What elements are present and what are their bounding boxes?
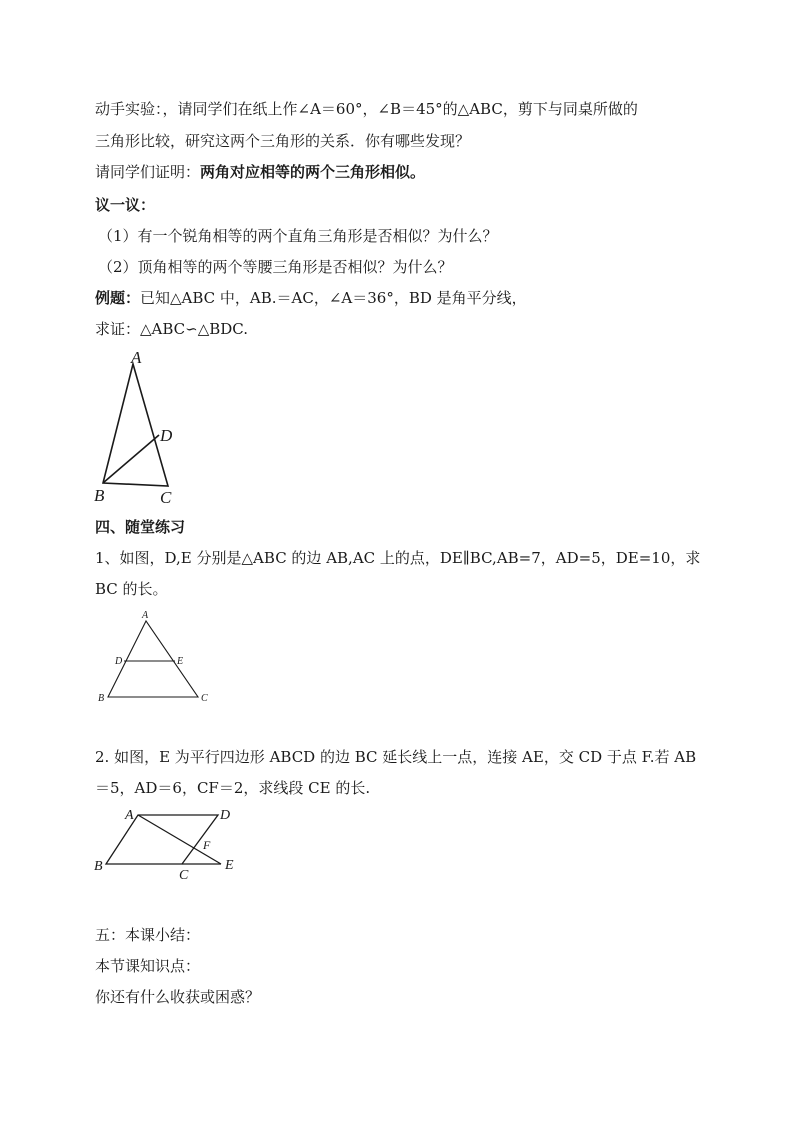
example-text: 已知△ABC 中，AB.＝AC，∠A＝36°，BD 是角平分线，: [140, 289, 527, 307]
label-b: B: [94, 486, 105, 505]
practice-2-line-2: ＝5，AD＝6，CF＝2，求线段 CE 的长.: [95, 779, 371, 797]
figure-parallelogram: [90, 802, 250, 882]
triangle-abc: [103, 364, 168, 486]
label-d: D: [160, 426, 173, 445]
summary-points: 本节课知识点：: [95, 957, 201, 975]
discuss-question-2: （2）顶角相等的两个等腰三角形是否相似？为什么？: [98, 258, 453, 276]
summary-question: 你还有什么收获或困惑？: [95, 988, 261, 1006]
figure-triangle-parallel: [95, 606, 215, 708]
parallelogram-abcd: [106, 815, 218, 864]
label-b-3: B: [94, 859, 103, 874]
discuss-heading: 议一议：: [95, 196, 156, 214]
prove-prefix: 请同学们证明：: [95, 163, 201, 181]
label-b-2: B: [98, 693, 105, 704]
label-e-2: E: [177, 656, 184, 667]
label-c-3: C: [179, 868, 189, 882]
bisector-bd: [103, 435, 159, 483]
label-c-2: C: [201, 693, 208, 704]
practice-1-line-2: BC 的长。: [95, 580, 168, 598]
discuss-question-1: （1）有一个锐角相等的两个直角三角形是否相似？为什么？: [98, 227, 498, 245]
intro-line-1: 动手实验：，请同学们在纸上作∠A＝60°，∠B＝45°的△ABC，剪下与同桌所做的: [95, 100, 638, 118]
figure-triangle-bisector: [90, 348, 190, 510]
label-a: A: [131, 348, 142, 367]
intro-line-2: 三角形比较，研究这两个三角形的关系．你有哪些发现？: [95, 132, 471, 150]
example-line: [95, 287, 527, 309]
label-d-3: D: [220, 808, 231, 823]
example-goal: 求证：△ABC∽△BDC.: [95, 320, 249, 338]
label-f-3: F: [203, 838, 211, 852]
label-a-3: A: [125, 808, 134, 823]
practice-heading: 四、随堂练习: [95, 518, 186, 536]
label-d-2: D: [115, 656, 123, 667]
example-label: 例题：: [95, 289, 141, 307]
label-e-3: E: [225, 858, 234, 873]
summary-heading: 五：本课小结：: [95, 926, 201, 944]
prove-statement: 两角对应相等的两个三角形相似。: [200, 163, 426, 181]
label-c: C: [160, 488, 172, 507]
practice-2-line-1: 2. 如图，E 为平行四边形 ABCD 的边 BC 延长线上一点，连接 AE，交 CD 于点 F.若 AB: [95, 748, 697, 766]
prove-line: [95, 161, 425, 183]
label-a-2: A: [142, 610, 149, 621]
practice-1-line-1: 1、如图，D,E 分别是△ABC 的边 AB,AC 上的点，DE∥BC,AB=7，AD=5，DE=10，求: [95, 549, 701, 567]
